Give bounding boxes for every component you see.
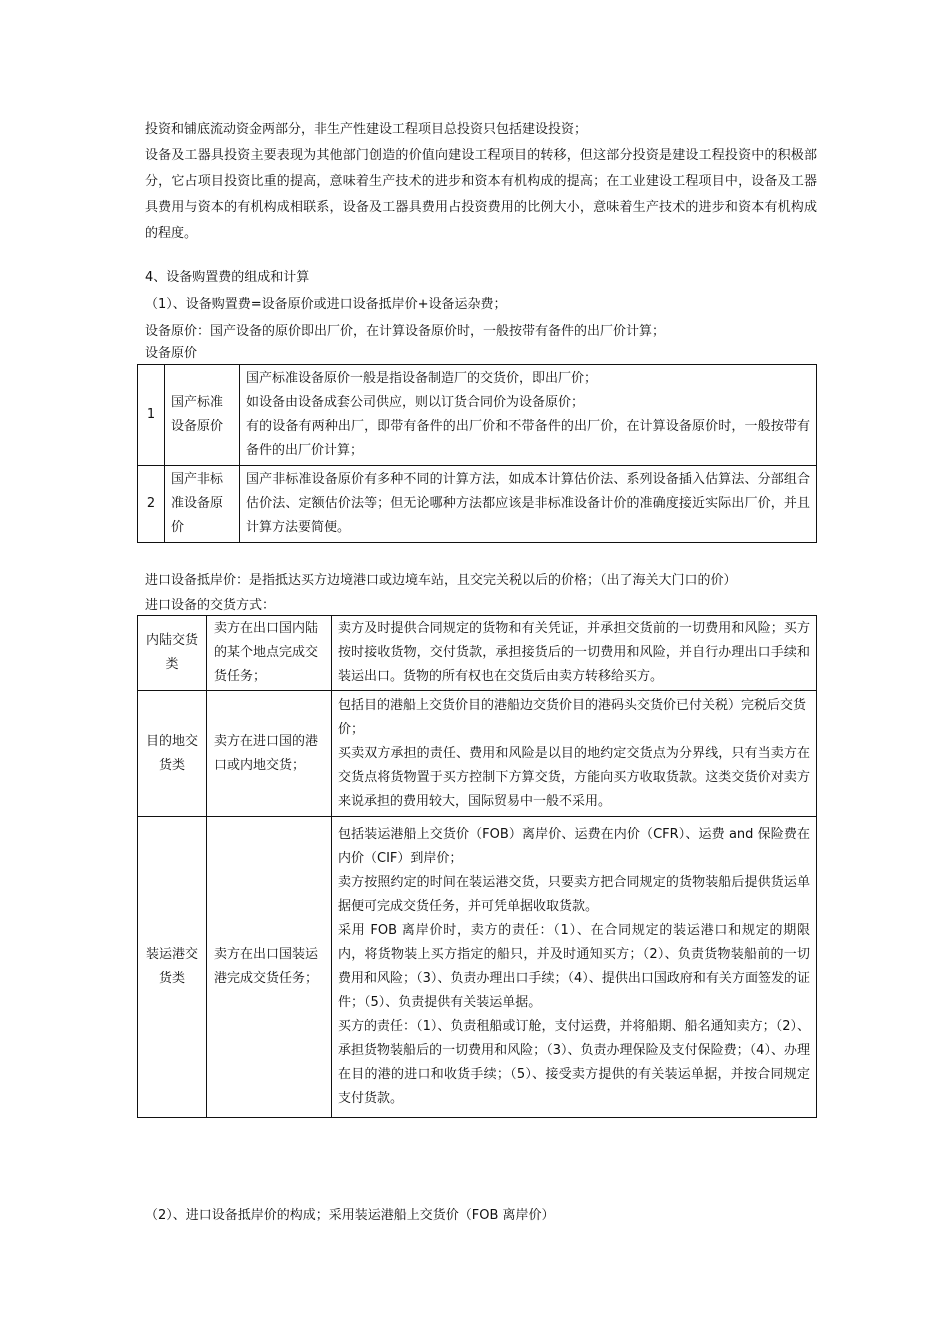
original-price-table [137,364,817,543]
row-number: 1 [138,365,165,466]
delivery-details [332,616,817,691]
row-content [240,466,817,543]
delivery-details [332,817,817,1118]
content-line: 包括目的港船上交货价目的港船边交货价目的港码头交货价已付关税）完税后交货价； [338,697,807,737]
content-line: 采用 FOB 离岸价时，卖方的责任：（1）、在合同规定的装运港口和规定的期限内，将货物装上买方指定的船只，并及时通知买方；（2）、负责货物装船前的一切费用和风险；（3）、负责办理出口手续；（4）、提供出口国政府和有关方面签发的证件；（5）、负责提供有关装运单据。 [338,923,810,1010]
delivery-summary: 卖方在出口国内陆的某个地点完成交货任务； [207,616,332,691]
content-line: 如设备由设备成套公司供应，则以订货合同价为设备原价； [246,395,585,410]
delivery-methods-table [137,615,817,1118]
content-line: 包括装运港船上交货价（FOB）离岸价、运费在内价（CFR）、运费 and 保险费在内价（CIF）到岸价； [338,827,810,866]
content-line: 卖方按照约定的时间在装运港交货，只要卖方把合同规定的货物装船后提供货运单据便可完成交货任务，并可凭单据收取货款。 [338,875,810,914]
table-row [138,365,817,466]
row-number: 2 [138,466,165,543]
intro-paragraphs [145,117,817,247]
equipment-cost-formula: （1）、设备购置费=设备原价或进口设备抵岸价+设备运杂费； [145,297,507,312]
table-row [138,466,817,543]
section-2-title: （2）、进口设备抵岸价的构成；采用装运港船上交货价（FOB 离岸价） [145,1208,555,1223]
content-line: 买方的责任：（1）、负责租船或订舱，支付运费，并将船期、船名通知卖方；（2）、承担货物装船后的一切费用和风险；（3）、负责办理保险及支付保险费；（4）、办理在目的港的进口和收货手续；（5）、接受卖方提供的有关装运单据，并按合同规定支付货款。 [338,1019,810,1106]
intro-paragraph-2: 设备及工器具投资主要表现为其他部门创造的价值向建设工程项目的转移，但这部分投资是建设工程投资中的积极部分，它占项目投资比重的提高，意味着生产技术的进步和资本有机构成的提高；在工业建设工程项目中，设备及工器具费用与资本的有机构成相联系，设备及工器具费用占投资费用的比例大小，意味着生产技术的进步和资本有机构成的程度。 [145,148,817,241]
table-row [138,616,817,691]
delivery-summary: 卖方在进口国的港口或内地交货； [207,691,332,817]
section-4-title: 4、设备购置费的组成和计算 [145,270,310,285]
delivery-type: 内陆交货类 [138,616,207,691]
original-price-definition: 设备原价：国产设备的原价即出厂价，在计算设备原价时，一般按带有备件的出厂价计算； [145,324,666,339]
delivery-type: 装运港交货类 [138,817,207,1118]
table-row [138,817,817,1118]
import-price-definition: 进口设备抵岸价：是指抵达买方边境港口或边境车站，且交完关税以后的价格；（出了海关大门口的价） [145,573,737,588]
table-row [138,691,817,817]
content-line: 买卖双方承担的责任、费用和风险是以目的地约定交货点为分界线，只有当卖方在交货点将货物置于买方控制下方算交货，方能向买方收取货款。这类交货价对卖方来说承担的费用较大，国际贸易中一般不采用。 [338,745,810,809]
content-line: 有的设备有两种出厂，即带有备件的出厂价和不带备件的出厂价，在计算设备原价时，一般按带有备件的出厂价计算； [246,419,810,458]
row-content [240,365,817,466]
row-label: 国产标准设备原价 [165,365,240,466]
delivery-details [332,691,817,817]
content-line: 国产非标准设备原价有多种不同的计算方法，如成本计算估价法、系列设备插入估算法、分部组合估价法、定额估价法等；但无论哪种方法都应该是非标准设备计价的准确度接近实际出厂价，并且计算方法要简便。 [246,472,810,535]
delivery-methods-caption: 进口设备的交货方式： [145,598,276,613]
intro-line-1: 投资和铺底流动资金两部分，非生产性建设工程项目总投资只包括建设投资； [145,122,588,137]
delivery-type: 目的地交货类 [138,691,207,817]
table-1-caption: 设备原价 [145,346,198,361]
delivery-summary: 卖方在出口国装运港完成交货任务； [207,817,332,1118]
content-line: 国产标准设备原价一般是指设备制造厂的交货价，即出厂价； [246,371,598,386]
content-line: 卖方及时提供合同规定的货物和有关凭证，并承担交货前的一切费用和风险；买方按时接收货物，交付货款，承担接货后的一切费用和风险，并自行办理出口手续和装运出口。货物的所有权也在交货后由卖方转移给买方。 [338,621,810,684]
row-label: 国产非标准设备原价 [165,466,240,543]
